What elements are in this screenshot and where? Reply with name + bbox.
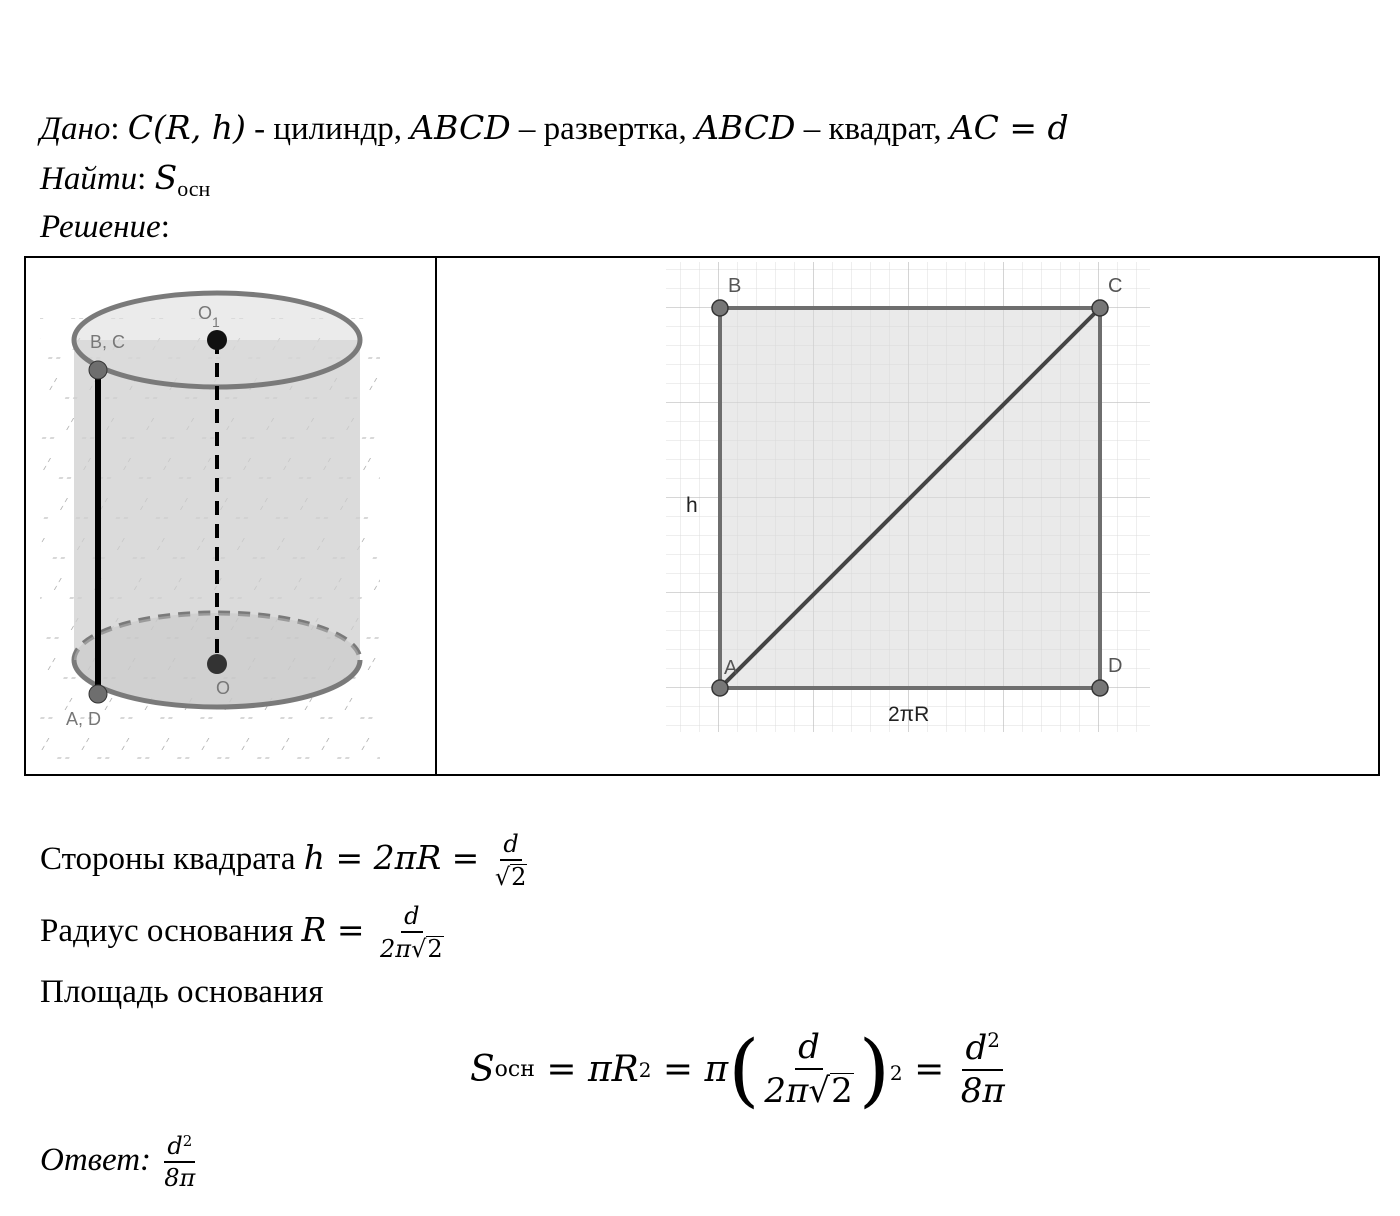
figure-divider: [435, 258, 437, 774]
find-label: Найти: [40, 161, 138, 197]
answer-label: Ответ:: [40, 1142, 152, 1178]
frac-num: d: [795, 1030, 823, 1070]
point-bc: [89, 361, 107, 379]
diagonal-equation: AC = d: [949, 108, 1069, 147]
point-ad: [89, 685, 107, 703]
answer-line: [40, 1128, 200, 1192]
sqrt-2: √ 2: [808, 1071, 853, 1111]
frac-den: [492, 861, 531, 890]
sq-exp-2: 2: [889, 1061, 903, 1085]
sqrt-2: √ 2: [494, 863, 527, 892]
label-b: B: [728, 275, 742, 297]
given-text-2: – развертка,: [510, 111, 696, 147]
label-c: C: [1108, 275, 1123, 297]
point-o1: [207, 330, 227, 350]
frac-den: [377, 933, 447, 962]
label-bc: B, C: [90, 332, 126, 352]
frac-den: 8π: [164, 1163, 196, 1192]
formula-eq2: = π: [651, 1049, 729, 1090]
step-sides: [40, 826, 532, 891]
cylinder-notation: C(R, h): [127, 108, 246, 147]
label-o1-sub: 1: [212, 314, 220, 330]
frac-den: 8π: [960, 1071, 1005, 1111]
find-S: S: [154, 158, 178, 197]
point-a: [712, 680, 728, 696]
num-exp: 2: [987, 1028, 1000, 1053]
formula-fraction: [761, 1027, 856, 1111]
given-text-3: – квадрат,: [795, 111, 950, 147]
point-d: [1092, 680, 1108, 696]
frac-num: d: [401, 904, 422, 933]
given-text-1: - цилиндр,: [245, 111, 411, 147]
sqrt-2: √ 2: [411, 935, 443, 964]
step-radius: [40, 898, 449, 963]
given-line: Дано: C(R, h) - цилиндр, ABCD – развертка, ABCD – квадрат, AC = d: [40, 108, 1069, 147]
square-figure: [666, 262, 1166, 742]
result-fraction: [958, 1030, 1008, 1109]
fraction-d-sqrt2: [492, 832, 531, 890]
frac-num: d: [500, 832, 521, 861]
abcd-notation-2: ABCD: [695, 108, 796, 147]
num-d: d: [167, 1131, 183, 1160]
formula-S-sub: осн: [494, 1057, 535, 1082]
abcd-notation: ABCD: [410, 108, 511, 147]
step-radius-text: Радиус основания: [40, 913, 302, 949]
step-area-text: Площадь основания: [40, 974, 324, 1010]
solution-label: Решение: [40, 209, 161, 245]
frac-num: [164, 1131, 195, 1163]
num-exp: 2: [182, 1131, 193, 1150]
label-2pir: 2πR: [888, 703, 930, 726]
given-label: Дано: [40, 111, 111, 147]
formula-eq1: = πR: [534, 1049, 639, 1090]
answer-fraction: [161, 1131, 198, 1192]
frac-den: [761, 1070, 856, 1110]
figure-box: [24, 256, 1380, 776]
label-o1-main: O: [198, 303, 213, 323]
point-o: [207, 654, 227, 674]
step-radius-math: R =: [301, 910, 376, 949]
formula-S: S: [470, 1049, 495, 1090]
find-S-sub: осн: [177, 176, 211, 201]
point-b: [712, 300, 728, 316]
step-sides-math: h = 2πR =: [303, 838, 490, 877]
area-formula: [470, 1022, 1010, 1118]
find-line: Найти: $S_{осн}$: [40, 158, 211, 201]
sq-exp-1: 2: [638, 1058, 652, 1082]
left-paren: (: [728, 1023, 760, 1116]
step-area: [40, 972, 323, 1012]
label-h: h: [686, 494, 698, 517]
den-prefix: 2π: [764, 1071, 809, 1111]
formula-eq3: =: [902, 1049, 956, 1090]
solution-line: Решение:: [40, 209, 170, 245]
den-prefix: 2π: [380, 935, 412, 964]
right-paren: ): [858, 1023, 890, 1116]
label-o: O: [216, 678, 231, 698]
step-sides-text: Стороны квадрата: [40, 841, 304, 877]
frac-num: [962, 1030, 1003, 1071]
cylinder-figure: [26, 258, 434, 774]
label-ad: A, D: [66, 709, 102, 729]
point-c: [1092, 300, 1108, 316]
fraction-radius: [377, 904, 447, 962]
label-d: D: [1108, 655, 1123, 677]
label-a: A: [724, 657, 738, 679]
num-d: d: [965, 1028, 988, 1069]
